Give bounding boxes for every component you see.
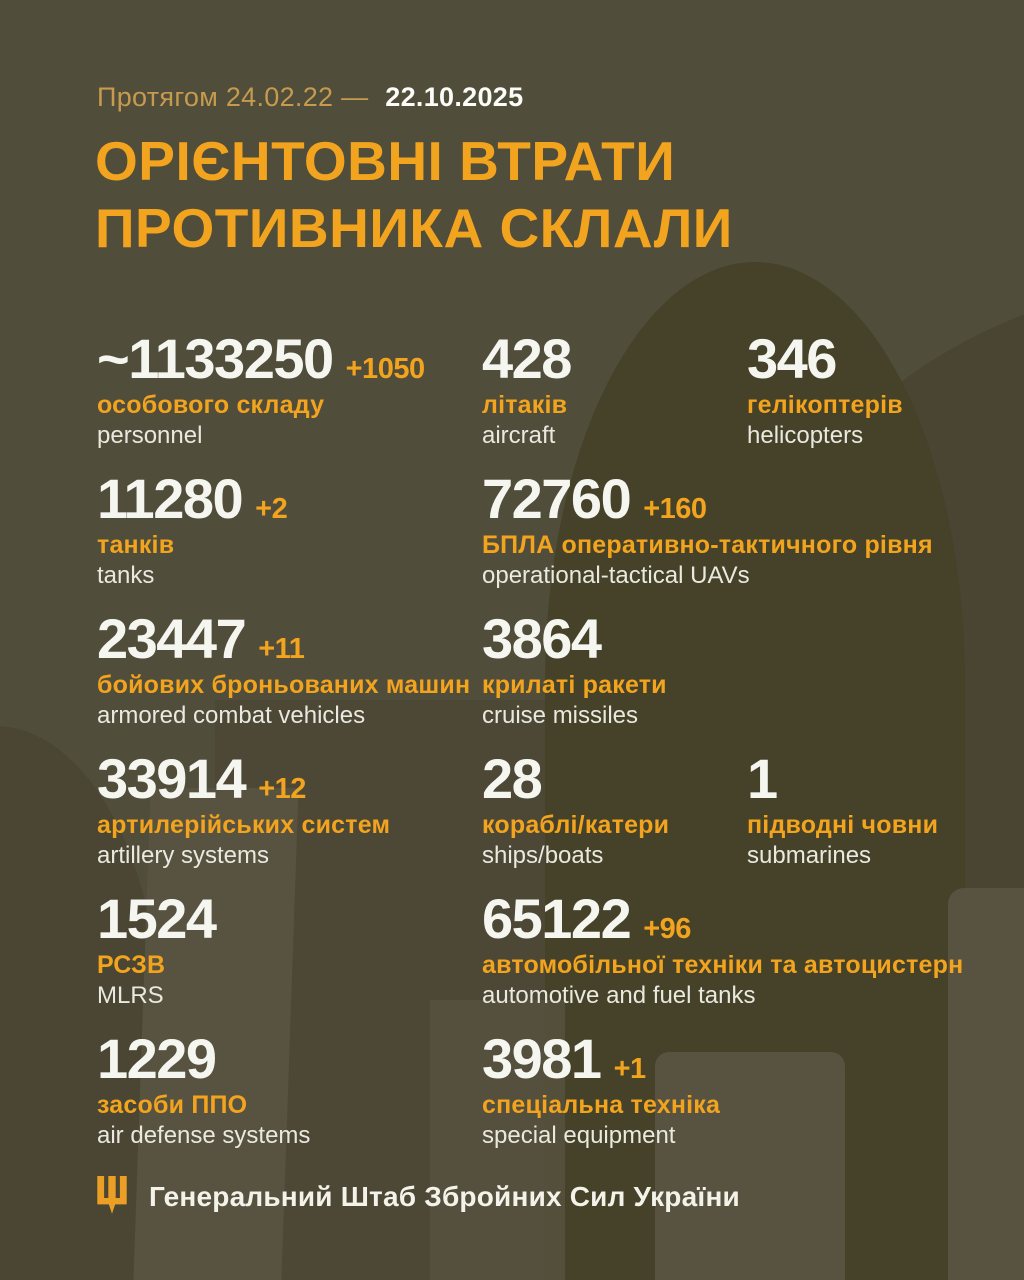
stat-label-uk: автомобільної техніки та автоцистерн (482, 951, 964, 979)
stat-delta: +2 (255, 493, 288, 525)
stat-label-uk: артилерійських систем (97, 811, 391, 839)
page-title-line2: ПРОТИВНИКА СКЛАЛИ (95, 197, 733, 259)
stat-label-en: ships/boats (482, 842, 604, 869)
stat-delta: +96 (643, 913, 691, 945)
page-title-line1: ОРІЄНТОВНІ ВТРАТИ (95, 130, 676, 192)
stat-label-uk: літаків (482, 391, 568, 419)
stat-automotive-fuel-tanks (482, 887, 1024, 1030)
stat-uavs (482, 467, 1024, 610)
stat-value: 3864 (482, 607, 601, 670)
stat-label-en: special equipment (482, 1122, 676, 1149)
stat-label-en: helicopters (747, 422, 864, 449)
page-title (95, 128, 975, 262)
stat-delta: +160 (643, 493, 707, 525)
stats-grid (97, 327, 1024, 1170)
stat-delta: +11 (258, 633, 305, 665)
stat-label-uk: бойових броньованих машин (97, 671, 471, 699)
stat-armored-combat-vehicles (97, 607, 482, 750)
stat-value: ~1133250 (97, 327, 333, 390)
stat-label-uk: кораблі/катери (482, 811, 670, 839)
stat-delta: +1050 (345, 353, 425, 385)
stat-label-en: cruise missiles (482, 702, 639, 729)
stat-tanks (97, 467, 482, 610)
stat-artillery-systems (97, 747, 482, 890)
stat-label-uk: підводні човни (747, 811, 939, 839)
stat-value: 1 (747, 747, 777, 810)
stat-aircraft (482, 327, 747, 470)
stat-value: 33914 (97, 747, 246, 810)
stat-label-en: armored combat vehicles (97, 702, 366, 729)
stat-label-uk: крилаті ракети (482, 671, 667, 699)
stat-helicopters (747, 327, 1024, 470)
footer (97, 1176, 740, 1218)
stat-submarines (747, 747, 1024, 890)
footer-org-name: Генеральний Штаб Збройних Сил України (149, 1181, 740, 1212)
stat-value: 72760 (482, 467, 631, 530)
stat-value: 428 (482, 327, 571, 390)
stat-label-en: aircraft (482, 422, 556, 449)
stat-label-en: MLRS (97, 982, 164, 1009)
stat-label-uk: танків (97, 531, 175, 559)
stat-air-defense (97, 1027, 482, 1170)
stat-ships-boats (482, 747, 747, 890)
stat-label-en: submarines (747, 842, 872, 869)
stat-label-uk: засоби ППО (97, 1091, 248, 1119)
stat-label-en: tanks (97, 562, 155, 589)
stat-label-uk: особового складу (97, 391, 325, 419)
ukraine-trident-icon (97, 1176, 127, 1218)
stat-value: 3981 (482, 1027, 601, 1090)
stat-value: 23447 (97, 607, 246, 670)
stat-label-en: automotive and fuel tanks (482, 982, 756, 1009)
stat-special-equipment (482, 1027, 1024, 1170)
period-date: 22.10.2025 (385, 82, 524, 112)
stat-value: 28 (482, 747, 542, 810)
period-line (97, 82, 523, 113)
stat-delta: +12 (258, 773, 306, 805)
stat-cruise-missiles (482, 607, 1024, 750)
stat-value: 11280 (97, 467, 243, 530)
stat-label-uk: гелікоптерів (747, 391, 903, 419)
stat-value: 65122 (482, 887, 631, 950)
stat-mlrs (97, 887, 482, 1030)
stat-label-en: personnel (97, 422, 203, 449)
stat-label-uk: БПЛА оперативно-тактичного рівня (482, 531, 933, 559)
stat-personnel (97, 327, 482, 470)
stat-label-en: air defense systems (97, 1122, 311, 1149)
stat-delta: +1 (613, 1053, 646, 1085)
stat-label-uk: спеціальна техніка (482, 1091, 721, 1119)
stat-label-uk: РСЗВ (97, 951, 166, 979)
stat-value: 346 (747, 327, 836, 390)
stat-value: 1229 (97, 1027, 216, 1090)
stat-label-en: operational-tactical UAVs (482, 562, 750, 589)
period-prefix: Протягом 24.02.22 — (97, 82, 369, 112)
stat-value: 1524 (97, 887, 216, 950)
stat-label-en: artillery systems (97, 842, 270, 869)
